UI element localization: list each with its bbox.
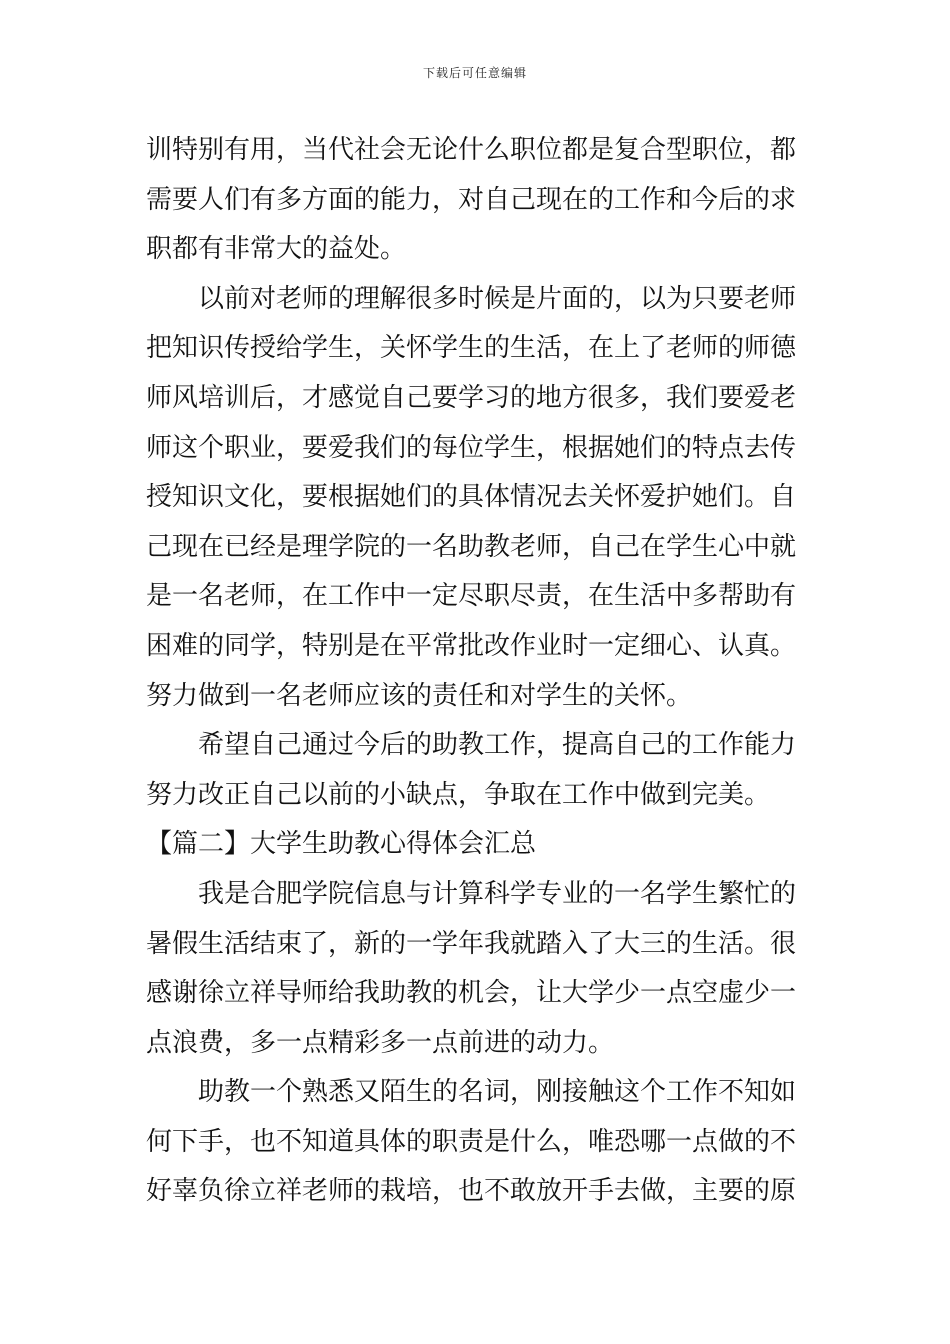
text-line: 暑假生活结束了，新的一学年我就踏入了大三的生活。很 (146, 928, 797, 959)
text-line: 点浪费，多一点精彩多一点前进的动力。 (146, 1027, 615, 1058)
paragraph-start-line: 我是合肥学院信息与计算科学专业的一名学生繁忙的 (198, 878, 797, 909)
text-line: 感谢徐立祥导师给我助教的机会，让大学少一点空虚少一 (146, 978, 797, 1009)
text-line: 己现在已经是理学院的一名助教老师，自己在学生心中就 (146, 531, 797, 562)
paragraph-start-line: 以前对老师的理解很多时候是片面的，以为只要老师 (198, 283, 797, 314)
text-line: 困难的同学，特别是在平常批改作业时一定细心、认真。 (146, 630, 797, 661)
text-line: 努力做到一名老师应该的责任和对学生的关怀。 (146, 680, 693, 711)
text-line: 训特别有用，当代社会无论什么职位都是复合型职位，都 (146, 135, 797, 165)
text-line: 职都有非常大的益处。 (146, 234, 407, 265)
text-line: 需要人们有多方面的能力，对自己现在的工作和今后的求 (146, 184, 797, 215)
text-line: 是一名老师，在工作中一定尽职尽责，在生活中多帮助有 (146, 581, 797, 612)
text-line: 何下手，也不知道具体的职责是什么，唯恐哪一点做的不 (146, 1126, 797, 1157)
text-line: 师风培训后，才感觉自己要学习的地方很多，我们要爱老 (146, 382, 797, 413)
text-line: 好辜负徐立祥老师的栽培，也不敢放开手去做，主要的原 (146, 1176, 797, 1207)
text-line: 授知识文化，要根据她们的具体情况去关怀爱护她们。自 (146, 482, 797, 513)
page-header: 下载后可任意编辑 (422, 66, 527, 80)
document-body (146, 126, 806, 1217)
paragraph-start-line: 助教一个熟悉又陌生的名词，刚接触这个工作不知如 (198, 1077, 797, 1108)
text-line: 把知识传授给学生，关怀学生的生活，在上了老师的师德 (146, 333, 797, 364)
section-heading: 【篇二】大学生助教心得体会汇总 (146, 829, 537, 860)
text-line: 努力改正自己以前的小缺点，争取在工作中做到完美。 (146, 779, 771, 810)
paragraph-start-line: 希望自己通过今后的助教工作，提高自己的工作能力 (198, 730, 797, 761)
text-line: 师这个职业，要爱我们的每位学生，根据她们的特点去传 (146, 432, 797, 463)
